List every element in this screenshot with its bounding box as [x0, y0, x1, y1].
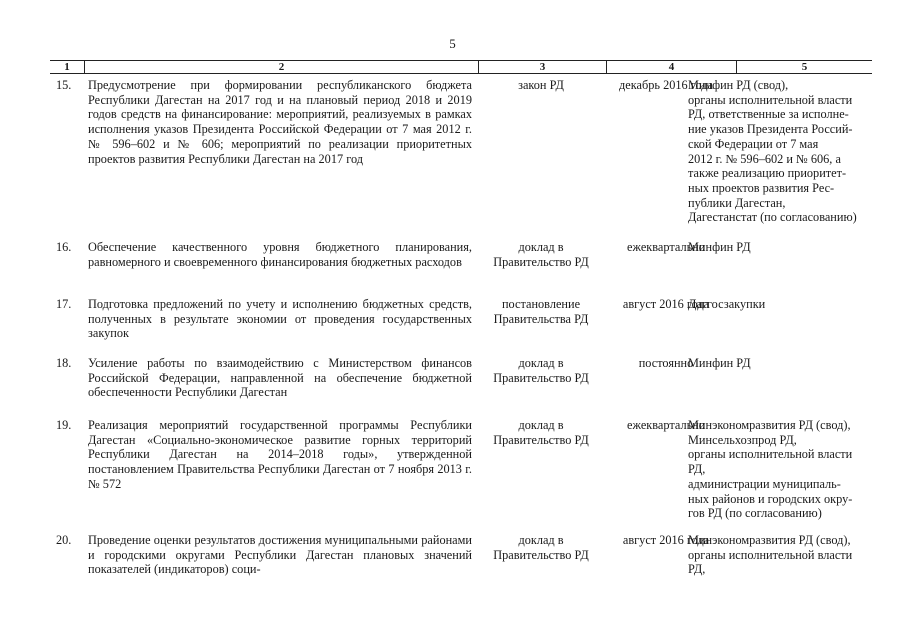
row-document: доклад в Правительство РД [493, 356, 589, 385]
row-responsible [688, 78, 872, 225]
header-col-2: 2 [84, 61, 478, 73]
responsible-line: Минэкономразвития РД (свод), [688, 418, 851, 432]
responsible-line: Минфин РД [688, 356, 751, 370]
responsible-line: РД, ответственные за исполне- [688, 107, 849, 122]
row-number: 16. [56, 240, 72, 254]
header-col-5: 5 [736, 61, 872, 73]
row-deadline: август 2016 года [622, 297, 710, 311]
responsible-line: Даггосзакупки [688, 297, 766, 311]
row-document: закон РД [518, 78, 564, 92]
responsible-line: Дагестанстат (по согласованию) [688, 210, 857, 225]
page-number: 5 [449, 36, 456, 51]
row-responsible [688, 418, 872, 521]
responsible-line: органы исполнительной власти [688, 92, 853, 107]
row-deadline: август 2016 года [622, 533, 710, 547]
row-number: 18. [56, 356, 72, 370]
row-measure: Усиление работы по взаимодействию с Министерством финансов Российской Федерации, направленной на обеспечение бюджетной обеспеченности Республики Дагестан [88, 356, 472, 400]
row-document: постановление Правительства РД [493, 297, 589, 326]
row-deadline: постоянно [638, 356, 694, 370]
header-col-4: 4 [606, 61, 736, 73]
responsible-line: органы исполнительной власти [688, 547, 853, 562]
row-document: доклад в Правительство РД [493, 240, 589, 269]
table-header [50, 60, 872, 74]
row-responsible [688, 356, 872, 371]
responsible-line: Минфин РД (свод), [688, 78, 789, 92]
responsible-line: ных проектов развития Рес- [688, 180, 835, 195]
responsible-line: органы исполнительной власти [688, 447, 853, 462]
responsible-line: ской Федерации от 7 мая [688, 136, 819, 151]
row-document: доклад в Правительство РД [493, 418, 589, 447]
row-deadline: декабрь 2016 года [619, 78, 713, 92]
row-number: 15. [56, 78, 72, 92]
responsible-line: 2012 г. № 596–602 и № 606, а [688, 151, 841, 166]
header-col-3: 3 [478, 61, 606, 73]
row-document: доклад в Правительство РД [493, 533, 589, 562]
row-number: 19. [56, 418, 72, 432]
row-number: 17. [56, 297, 72, 311]
row-number: 20. [56, 533, 72, 547]
row-measure: Подготовка предложений по учету и исполнению бюджетных средств, полученных в результате экономии от проведения государственных закупок [88, 297, 472, 341]
responsible-line: Минэкономразвития РД (свод), [688, 533, 851, 547]
row-responsible [688, 297, 872, 312]
responsible-line: администрации муниципаль- [688, 476, 841, 491]
row-responsible [688, 533, 872, 577]
row-measure: Предусмотрение при формировании республиканского бюджета Республики Дагестан на 2017 год и на плановый период 2018 и 2019 годов средств на финансирование: мероприятий, реализуемых в рамках исполнения указов Президента Российской Федерации от 7 мая 2012 г. № 596–602 и № 606; мероприятий по реализации приоритетных проектов развития Республики Дагестан на 2017 год [88, 78, 472, 166]
responsible-line: публики Дагестан, [688, 195, 786, 210]
responsible-line: Минфин РД [688, 240, 751, 254]
row-measure: Проведение оценки результатов достижения муниципальными районами и городскими округами Республики Дагестан плановых значений показателей (индикаторов) соци- [88, 533, 472, 577]
row-deadline: ежеквартально [627, 240, 705, 254]
row-responsible [688, 240, 872, 255]
responsible-line: ние указов Президента Россий- [688, 122, 853, 137]
responsible-line: гов РД (по согласованию) [688, 506, 822, 521]
row-measure: Реализация мероприятий государственной программы Республики Дагестан «Социально-экономическое развитие горных территорий Республики Дагестан на 2014–2018 годы», утвержденной постановлением Правительства Республики Дагестан от 7 ноября 2013 г. № 572 [88, 418, 472, 491]
row-measure: Обеспечение качественного уровня бюджетного планирования, равномерного и своевременного финансирования бюджетных расходов [88, 240, 472, 269]
header-col-1: 1 [64, 61, 70, 73]
responsible-line: Минсельхозпрод РД, [688, 432, 797, 447]
responsible-line: ных районов и городских окру- [688, 491, 853, 506]
responsible-line: РД, [688, 562, 706, 577]
responsible-line: РД, [688, 462, 706, 477]
responsible-line: также реализацию приоритет- [688, 166, 847, 181]
row-deadline: ежеквартально [627, 418, 705, 432]
